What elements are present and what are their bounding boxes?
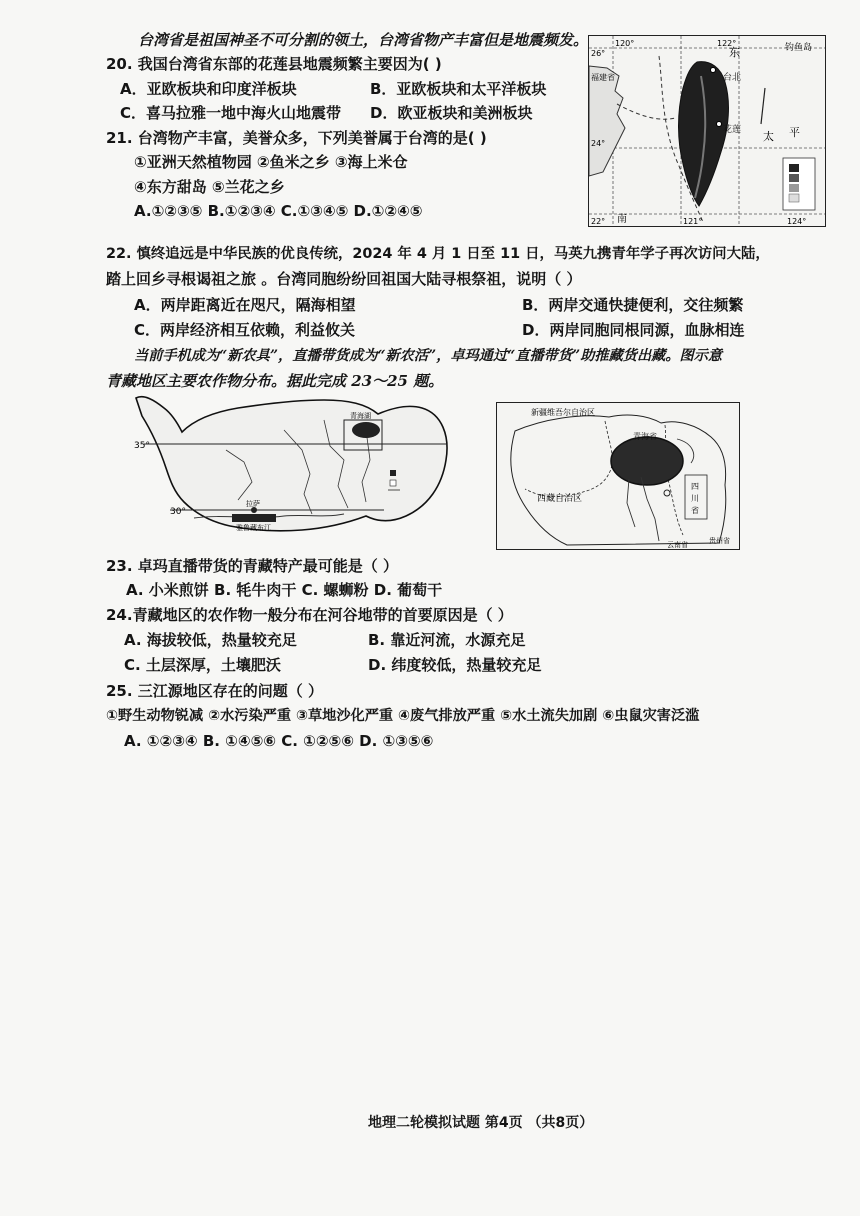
region-map-xinjiang: 新疆维吾尔自治区 — [531, 408, 595, 417]
q22-option-a[interactable]: A．两岸距离近在咫尺，隔海相望 — [134, 296, 356, 314]
taiwan-map — [588, 35, 826, 227]
q20-option-b[interactable]: B．亚欧板块和太平洋板块 — [370, 80, 547, 98]
q22-option-c[interactable]: C．两岸经济相互依赖，利益攸关 — [134, 321, 356, 339]
region-map-guizhou: 贵州省 — [709, 537, 730, 545]
taiwan-map-lon-right: 122° — [717, 39, 737, 48]
taiwan-map-hualian: 花莲 — [723, 125, 742, 135]
crops-map-lat-30: 30° — [170, 507, 186, 517]
taiwan-map-lat-mid: 24° — [591, 139, 606, 148]
region-map-sichuan-3: 省 — [691, 506, 699, 515]
q22-stem-line2: 踏上回乡寻根谒祖之旅 。台湾同胞纷纷回祖国大陆寻根祭祖，说明（ ） — [106, 270, 582, 288]
q21-choices-line2: ④东方甜岛 ⑤兰花之乡 — [134, 178, 285, 196]
taiwan-map-lat-bottom: 22° — [591, 217, 606, 226]
taiwan-intro: 台湾省是祖国神圣不可分割的领土，台湾省物产丰富但是地震频发。 — [138, 31, 589, 49]
q20-option-d[interactable]: D．欧亚板块和美洲板块 — [370, 104, 533, 122]
q20-option-a[interactable]: A．亚欧板块和印度洋板块 — [120, 80, 297, 98]
q20-stem: 20. 我国台湾省东部的花莲县地震频繁主要因为( ) — [106, 55, 442, 73]
crops-map-lasa: 拉萨 — [246, 500, 260, 508]
q22-option-d[interactable]: D．两岸同胞同根同源，血脉相连 — [522, 321, 745, 339]
crops-map-graphic — [134, 390, 450, 540]
region-map-sichuan-2: 川 — [691, 494, 699, 503]
q24-option-a[interactable]: A. 海拔较低，热量较充足 — [124, 631, 297, 649]
region-map-graphic — [497, 403, 739, 549]
crops-map — [134, 390, 450, 540]
taiwan-map-lon-mid: 121° — [683, 217, 703, 226]
taiwan-map-sea-east: 东 — [729, 46, 740, 59]
q21-options[interactable]: A.①②③⑤ B.①②③④ C.①③④⑤ D.①②④⑤ — [134, 202, 423, 220]
q23-stem: 23. 卓玛直播带货的青藏特产最可能是（ ） — [106, 557, 399, 575]
region-map — [496, 402, 740, 550]
taiwan-map-sea-south: 南 — [617, 214, 627, 225]
q24-option-b[interactable]: B. 靠近河流，水源充足 — [368, 631, 526, 649]
q21-choices-line1: ①亚洲天然植物园 ②鱼米之乡 ③海上米仓 — [134, 153, 408, 171]
q24-stem: 24.青藏地区的农作物一般分布在河谷地带的首要原因是（ ） — [106, 606, 513, 624]
region-map-xizang: 西藏自治区 — [537, 494, 583, 504]
region-map-sichuan-1: 四 — [691, 482, 699, 491]
crops-map-lat-35: 35° — [134, 441, 150, 451]
q23-options[interactable]: A. 小米煎饼 B. 牦牛肉干 C. 螺蛳粉 D. 葡萄干 — [126, 581, 443, 599]
taiwan-map-taibei: 台北 — [723, 73, 742, 83]
region-map-qinghai: 青海省 — [633, 432, 657, 441]
q24-option-d[interactable]: D. 纬度较低，热量较充足 — [368, 656, 542, 674]
qz-intro-line1: 当前手机成为“新农具”，直播带货成为“新农活”，卓玛通过“直播带货”助推藏货出藏。图示意 — [134, 348, 723, 364]
q25-items: ①野生动物锐减 ②水污染严重 ③草地沙化严重 ④废气排放严重 ⑤水土流失加剧 ⑥虫鼠灾害泛滥 — [106, 708, 700, 724]
q25-options[interactable]: A. ①②③④ B. ①④⑤⑥ C. ①②⑤⑥ D. ①③⑤⑥ — [124, 732, 434, 750]
q20-option-c[interactable]: C．喜马拉雅一地中海火山地震带 — [120, 104, 342, 122]
q21-stem: 21. 台湾物产丰富，美誉众多，下列美誉属于台湾的是( ) — [106, 129, 487, 147]
taiwan-map-ocean-2: 平 — [789, 126, 800, 139]
taiwan-map-graphic — [589, 36, 825, 226]
qz-intro-line2: 青藏地区主要农作物分布。据此完成 23～25 题。 — [106, 372, 444, 390]
q25-stem: 25. 三江源地区存在的问题（ ） — [106, 682, 324, 700]
taiwan-map-lon-124: 124° — [787, 217, 807, 226]
taiwan-map-lat-top: 26° — [591, 49, 606, 58]
page-footer: 地理二轮模拟试题 第4页 （共8页） — [368, 1115, 594, 1131]
q22-stem-line1: 22. 慎终追远是中华民族的优良传统，2024 年 4 月 1 日至 11 日，马英九携青年学子再次访问大陆， — [106, 246, 770, 262]
crops-map-yarlung: 雅鲁藏布江 — [236, 524, 271, 532]
region-map-yunnan: 云南省 — [667, 541, 688, 549]
crops-map-qinghai-lake: 青海湖 — [350, 412, 371, 420]
taiwan-map-lon-left: 120° — [615, 39, 635, 48]
taiwan-map-ocean-1: 太 — [763, 130, 774, 143]
taiwan-map-diaoyu: 钓鱼岛 — [785, 43, 813, 53]
taiwan-map-fujian: 福建省 — [591, 73, 615, 82]
q22-option-b[interactable]: B．两岸交通快捷便利，交往频繁 — [522, 296, 744, 314]
q24-option-c[interactable]: C. 土层深厚，土壤肥沃 — [124, 656, 281, 674]
